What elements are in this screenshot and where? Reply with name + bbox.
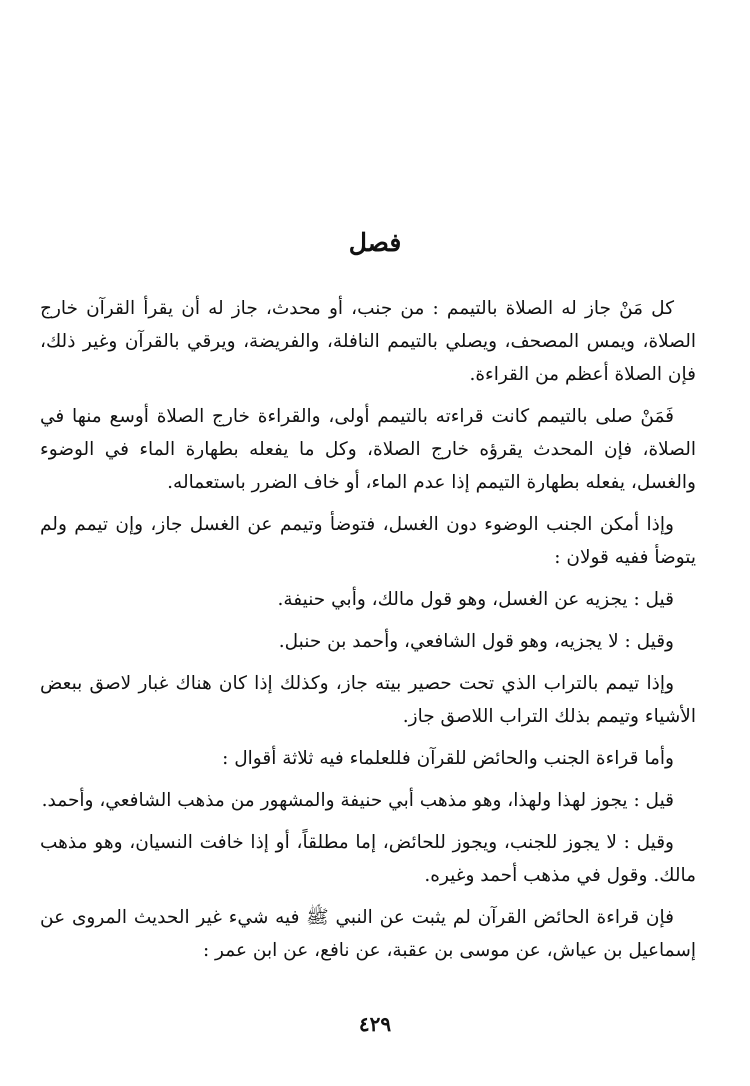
section-heading: فصل bbox=[348, 228, 402, 257]
paragraph: كل مَنْ جاز له الصلاة بالتيمم : من جنب، أو محدث، جاز له أن يقرأ القرآن خارج الصلاة، ويمس المصحف، ويصلي بالتيمم النافلة، والفريضة، ويرقي بالقرآن وغير ذلك، فإن الصلاة أعظم من القراءة. bbox=[40, 298, 696, 385]
body-text bbox=[40, 292, 696, 976]
page-number: ٤٢٩ bbox=[358, 1012, 392, 1036]
paragraph: وإذا تيمم بالتراب الذي تحت حصير بيته جاز، وكذلك إذا كان هناك غبار لاصق ببعض الأشياء وتيمم بذلك التراب اللاصق جاز. bbox=[40, 673, 696, 727]
paragraph: وقيل : لا يجزيه، وهو قول الشافعي، وأحمد بن حنبل. bbox=[278, 631, 674, 652]
paragraph: وإذا أمكن الجنب الوضوء دون الغسل، فتوضأ وتيمم عن الغسل جاز، وإن تيمم ولم يتوضأ ففيه قولان : bbox=[40, 514, 696, 568]
paragraph: وقيل : لا يجوز للجنب، ويجوز للحائض، إما مطلقاً، أو إذا خافت النسيان، وهو مذهب مالك. وقول في مذهب أحمد وغيره. bbox=[40, 832, 696, 886]
paragraph: قيل : يجوز لهذا ولهذا، وهو مذهب أبي حنيفة والمشهور من مذهب الشافعي، وأحمد. bbox=[41, 790, 674, 811]
paragraph: فإن قراءة الحائض القرآن لم يثبت عن النبي ﷺ فيه شيء غير الحديث المروى عن إسماعيل بن عياش، عن موسى بن عقبة، عن نافع، عن ابن عمر : bbox=[40, 907, 696, 961]
paragraph: قيل : يجزيه عن الغسل، وهو قول مالك، وأبي حنيفة. bbox=[277, 589, 674, 610]
paragraph: وأما قراءة الجنب والحائض للقرآن فللعلماء فيه ثلاثة أقوال : bbox=[222, 748, 674, 769]
paragraph: فَمَنْ صلى بالتيمم كانت قراءته بالتيمم أولى، والقراءة خارج الصلاة أوسع منها في الصلاة، فإن المحدث يقرؤه خارج الصلاة، وكل ما يفعله بطهارة الماء في الوضوء والغسل، يفعله بطهارة التيمم إذا عدم الماء، أو خاف الضرر باستعماله. bbox=[40, 406, 696, 493]
